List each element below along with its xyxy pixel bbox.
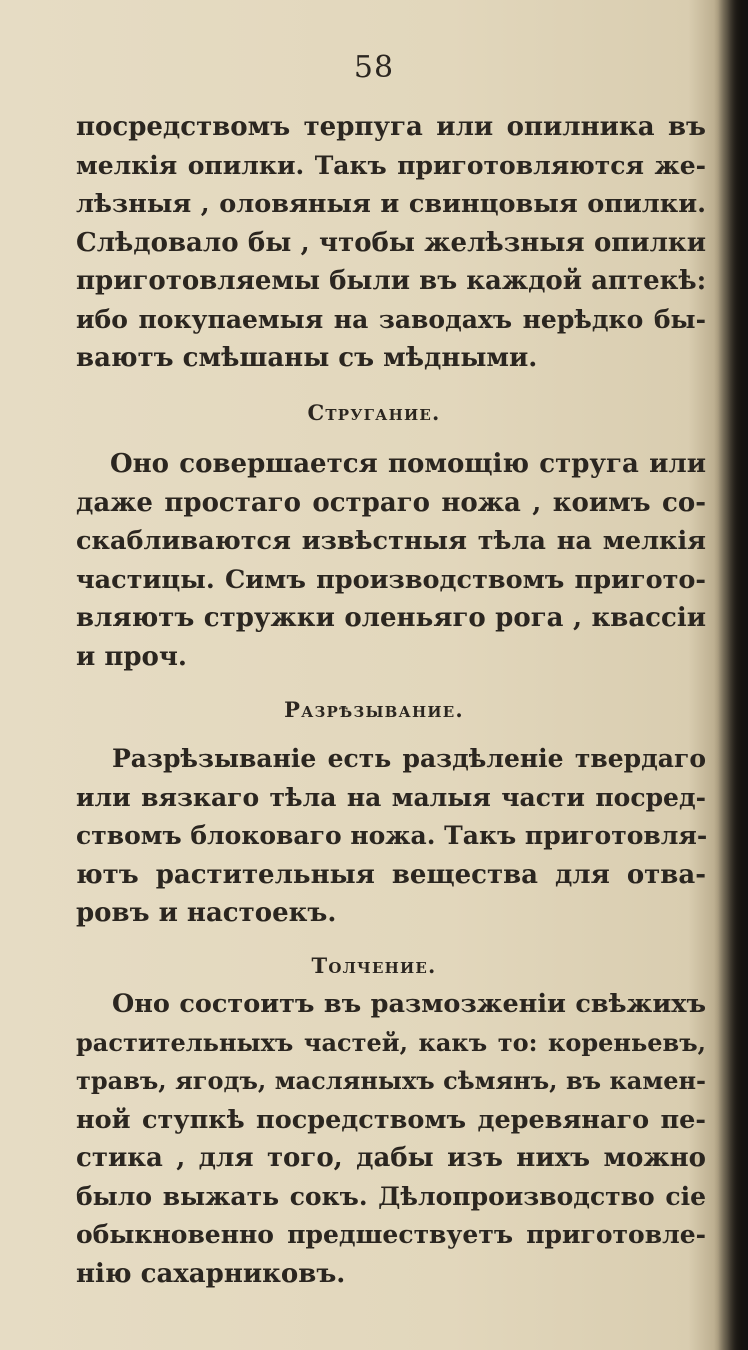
text-line: вляютъ стружки оленьяго рога , квассіи [76, 603, 706, 633]
text-line: посредствомъ терпуга или опилника въ [76, 112, 706, 142]
text-line: ваютъ смѣшаны съ мѣдными. [76, 343, 538, 373]
text-line: ибо покупаемыя на заводахъ нерѣдко бы- [76, 304, 706, 334]
text-line: частицы. Симъ производствомъ пригото- [76, 564, 706, 595]
text-line: ной ступкѣ посредствомъ деревянаго пе- [76, 1104, 706, 1135]
text-line: ровъ и настоекъ. [76, 898, 337, 928]
text-line: ствомъ блоковаго ножа. Такъ приготовля- [76, 821, 708, 850]
text-line: было выжать сокъ. Дѣлопроизводство сіе [76, 1181, 706, 1211]
paragraph [76, 740, 706, 933]
text-line: и проч. [76, 641, 187, 672]
text-line: растительныхъ частей, какъ то: кореньевъ, [76, 1027, 706, 1057]
section-heading: Разрѣзывание. [284, 697, 464, 722]
text-line: Слѣдовало бы , чтобы желѣзныя опилки [76, 227, 706, 258]
text-line: Оно состоитъ въ размозженіи свѣжихъ [112, 989, 706, 1019]
paragraph-continuation [76, 108, 706, 378]
paragraph [76, 445, 706, 676]
text-line: стика , для того, дабы изъ нихъ можно [76, 1143, 706, 1173]
text-line: травъ, ягодъ, масляныхъ сѣмянъ, въ камен- [76, 1066, 706, 1095]
text-line: обыкновенно предшествуетъ приготовле- [76, 1220, 706, 1249]
text-line: ютъ растительныя вещества для отва- [76, 859, 706, 890]
page-number: 58 [353, 50, 395, 85]
text-line: лѣзныя , оловяныя и свинцовыя опилки. [76, 189, 706, 219]
text-line: скабливаются извѣстныя тѣла на мелкія [76, 526, 706, 556]
text-line: или вязкаго тѣла на малыя части посред- [76, 782, 706, 812]
text-line: Разрѣзываніе есть раздѣленіе твердаго [112, 744, 706, 773]
spine-shadow [714, 0, 748, 1350]
paragraph [76, 985, 706, 1293]
text-line: мелкія опилки. Такъ приготовляются же- [76, 150, 706, 180]
text-line: нію сахарниковъ. [76, 1258, 346, 1289]
section-heading: Толчение. [311, 953, 437, 978]
section-heading: Стругание. [307, 400, 441, 425]
text-line: Оно совершается помощію струга или [110, 449, 706, 479]
text-line: приготовляемы были въ каждой аптекѣ: [76, 266, 707, 296]
text-line: даже простаго остраго ножа , коимъ со- [76, 487, 706, 518]
